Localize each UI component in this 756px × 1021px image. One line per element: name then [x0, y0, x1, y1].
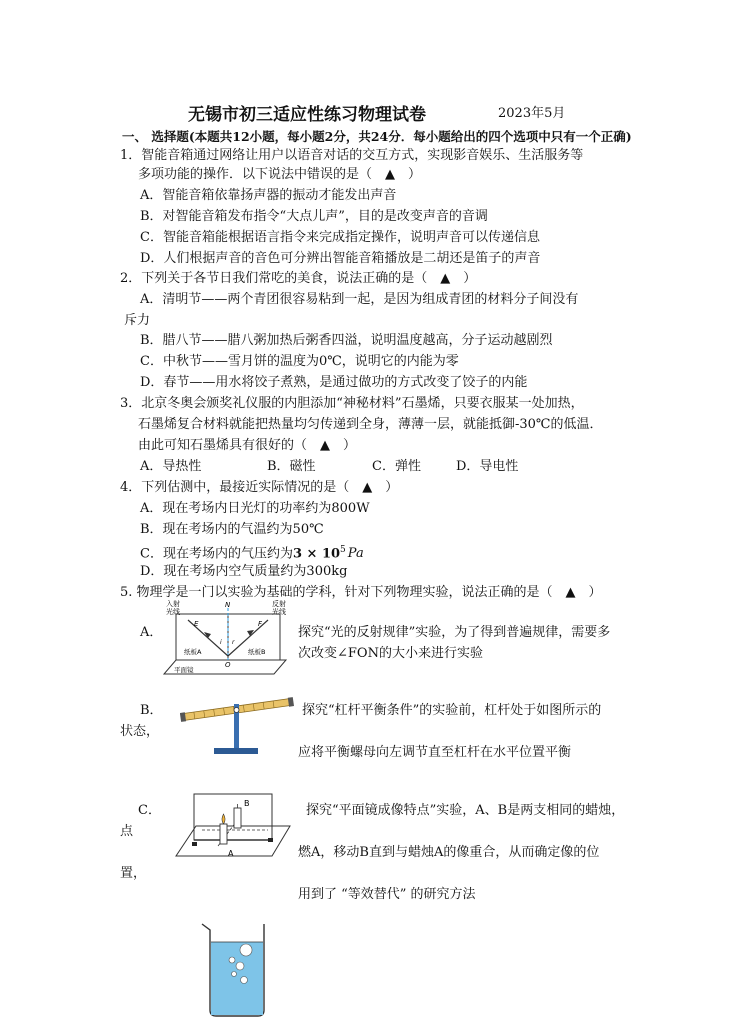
q5-option-c-text-line1: 探究“平面镜成像特点”实验，A、B是两支相同的蜡烛，	[306, 803, 625, 818]
q5-option-c-text-line3: 用到了 “等效替代” 的研究方法	[298, 887, 476, 902]
q5-option-c-label: C．	[138, 803, 161, 818]
q1-option-c: C．智能音箱能根据语言指令来完成指定操作，说明声音可以传递信息	[140, 230, 540, 245]
fig-a-board-a-label: 纸板A	[184, 648, 202, 656]
q5-option-c-wrap1: 点	[120, 824, 134, 839]
q1-option-d: D．人们根据声音的音色可分辨出智能音箱播放是二胡还是笛子的声音	[140, 251, 541, 266]
q4-option-d: D．现在考场内空气质量约为300kg	[140, 564, 348, 579]
q3-stem-line3: 由此可知石墨烯具有很好的（ ▲ ）	[138, 438, 356, 453]
q3-option-d: D．导电性	[456, 459, 519, 474]
q5-option-b-text-line1: 探究“杠杆平衡条件”的实验前，杠杆处于如图所示的	[302, 703, 602, 718]
q2-option-d: D．春节——用水将饺子煮熟，是通过做功的方式改变了饺子的内能	[140, 375, 528, 390]
fig-c-b-label: B	[244, 799, 250, 808]
q3-stem-line1: 3．北京冬奥会颁奖礼仪服的内胆添加“神秘材料”石墨烯，只要衣服某一处加热，	[120, 396, 584, 411]
q5-option-c-wrap2: 置，	[120, 866, 147, 881]
fig-a-incident-label: 入射	[166, 600, 180, 608]
fig-a-r-label: r	[232, 639, 235, 646]
q4-option-a: A．现在考场内日光灯的功率约为800W	[140, 501, 370, 516]
exam-date: 2023年5月	[498, 106, 566, 121]
fig-a-reflected-label: 反射	[272, 600, 286, 608]
plane-mirror-experiment-figure	[172, 790, 292, 862]
q4-option-b: B．现在考场内的气温约为50℃	[140, 522, 324, 537]
q3-option-b: B．磁性	[267, 459, 316, 474]
q5-option-b-label: B．	[140, 703, 163, 718]
fig-a-e-label: E	[194, 620, 199, 628]
q5-option-c-text-line2: 燃A，移动B直到与蜡烛A的像重合，从而确定像的位	[298, 845, 600, 860]
fig-a-o-label: O	[225, 661, 231, 669]
q2-option-c: C．中秋节——雪月饼的温度为0℃，说明它的内能为零	[140, 354, 459, 369]
q5-option-b-text-line2: 应将平衡螺母向左调节直至杠杆在水平位置平衡	[298, 745, 572, 760]
q4-option-c-exponent: 5	[340, 545, 346, 555]
fig-a-reflected-label2: 光线	[272, 608, 286, 616]
fig-a-incident-label2: 光线	[166, 608, 180, 616]
exam-title: 无锡市初三适应性练习物理试卷	[188, 105, 426, 125]
fig-a-board-b-label: 纸板B	[248, 648, 266, 656]
q3-option-a: A．导热性	[140, 459, 202, 474]
fig-a-f-label: F	[258, 620, 263, 628]
q4-option-c-value: 3 × 10	[292, 546, 341, 562]
q1-option-a: A．智能音箱依靠扬声器的振动才能发出声音	[140, 188, 397, 203]
q4-option-c-unit: Pa	[347, 546, 364, 562]
reflection-experiment-figure	[162, 600, 292, 680]
q3-stem-line2: 石墨烯复合材料就能把热量均匀传递到全身，薄薄一层，就能抵御-30℃的低温．	[138, 417, 603, 432]
q2-option-b: B．腊八节——腊八粥加热后粥香四溢，说明温度越高，分子运动越剧烈	[140, 333, 553, 348]
q1-option-b: B．对智能音箱发布指令“大点儿声”，目的是改变声音的音调	[140, 209, 488, 224]
q5-option-a-label: A．	[140, 625, 163, 640]
q1-stem-line1: 1．智能音箱通过网络让用户以语音对话的交互方式，实现影音娱乐、生活服务等	[120, 148, 584, 163]
q4-option-c-prefix: C．现在考场内的气压约为	[140, 546, 293, 562]
q5-stem: 5. 物理学是一门以实验为基础的学科，针对下列物理实验，说法正确的是（ ▲ ）	[120, 585, 602, 600]
q3-option-c: C．弹性	[372, 459, 421, 474]
fig-a-n-label: N	[225, 601, 231, 609]
q4-option-c	[140, 542, 364, 562]
fig-c-a-label: A	[228, 849, 234, 858]
q5-option-a-text-line1: 探究“光的反射规律”实验，为了得到普遍规律，需要多	[298, 625, 611, 640]
q2-option-a-line1: A．清明节——两个青团很容易粘到一起，是因为组成青团的材料分子间没有	[140, 292, 579, 307]
q2-option-a-line2: 斥力	[124, 313, 151, 328]
fig-a-i-label: i	[220, 639, 222, 646]
q5-option-b-wrap: 状态，	[120, 724, 160, 739]
fig-a-mirror-label: 平面镜	[174, 666, 194, 674]
q5-option-a-text-line2: 次改变∠FON的大小来进行实验	[298, 646, 483, 661]
beaker-figure	[196, 918, 276, 1018]
q4-stem: 4．下列估测中，最接近实际情况的是（ ▲ ）	[120, 480, 399, 495]
q1-stem-line2: 多项功能的操作．以下说法中错误的是（ ▲ ）	[138, 167, 421, 182]
lever-experiment-figure	[180, 690, 294, 760]
q2-stem: 2．下列关于各节日我们常吃的美食，说法正确的是（ ▲ ）	[120, 271, 477, 286]
section-heading: 一、 选择题(本题共12小题，每小题2分，共24分．每小题给出的四个选项中只有一个正确)	[122, 129, 632, 144]
